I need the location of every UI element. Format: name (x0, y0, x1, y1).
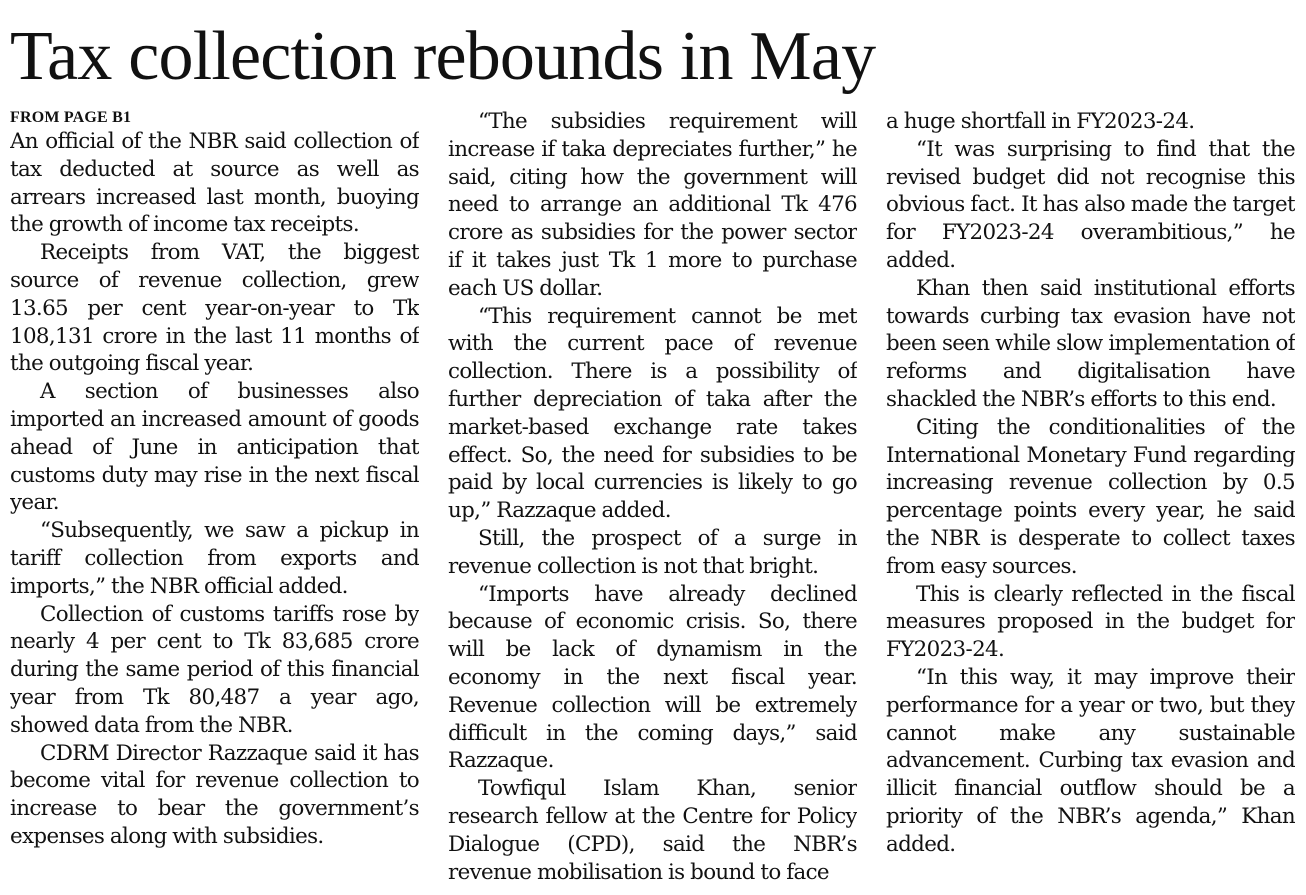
paragraph: CDRM Director Razzaque said it has become vital for revenue collection to increase to bear the government’s expenses along with subsidies. (10, 740, 419, 849)
paragraph: “Subsequently, we saw a pickup in tariff collection from exports and imports,” the NBR official added. (10, 518, 419, 599)
article-column-3 (886, 108, 1295, 888)
paragraph: Khan then said institutional efforts towards curbing tax evasion have not been seen while slow implementation of reforms and digitalisation have shackled the NBR’s efforts to this end. (886, 275, 1295, 412)
paragraph: “This requirement cannot be met with the current pace of revenue collection. There is a possibility of further depreciation of taka after the market-based exchange rate takes effect. So, the need for subsidies to be paid by local currencies is likely to go up,” Razzaque added. (448, 303, 857, 524)
headline: Tax collection rebounds in May (10, 18, 876, 95)
paragraph: This is clearly reflected in the fiscal measures proposed in the budget for FY2023-24. (886, 581, 1295, 663)
paragraph: Still, the prospect of a surge in revenue collection is not that bright. (448, 525, 857, 579)
paragraph: Towfiqul Islam Khan, senior research fellow at the Centre for Policy Dialogue (CPD), said the NBR’s revenue mobilisation is bound to face (448, 776, 857, 885)
paragraph: Receipts from VAT, the biggest source of revenue collection, grew 13.65 per cent year-on-year to Tk 108,131 crore in the last 11 months of the outgoing fiscal year. (10, 240, 419, 377)
paragraph: “The subsidies requirement will increase if taka depreciates further,” he said, citing how the government will need to arrange an additional Tk 476 crore as subsidies for the power sector if it takes just Tk 1 more to purchase each US dollar. (448, 109, 857, 301)
paragraph: A section of businesses also imported an increased amount of goods ahead of June in anticipation that customs duty may rise in the next fiscal year. (10, 379, 419, 516)
article-column-1 (10, 108, 419, 888)
continuation-kicker: FROM PAGE B1 (10, 109, 132, 126)
article-column-2 (448, 108, 857, 888)
paragraph: An official of the NBR said collection of tax deducted at source as well as arrears increased last month, buoying the growth of income tax receipts. (10, 129, 419, 238)
paragraph: “Imports have already declined because of economic crisis. So, there will be lack of dynamism in the economy in the next fiscal year. Revenue collection will be extremely difficult in the coming days,” said Razzaque. (448, 581, 857, 774)
paragraph: “In this way, it may improve their performance for a year or two, but they cannot make any sustainable advancement. Curbing tax evasion and illicit financial outflow should be a priority of the NBR’s agenda,” Khan added. (886, 664, 1295, 857)
paragraph: Citing the conditionalities of the International Monetary Fund regarding increasing revenue collection by 0.5 percentage points every year, he said the NBR is desperate to collect taxes from easy sources. (886, 414, 1295, 579)
paragraph: a huge shortfall in FY2023-24. (886, 109, 1195, 134)
paragraph: “It was surprising to find that the revised budget did not recognise this obvious fact. It has also made the target for FY2023-24 overambitious,” he added. (886, 136, 1295, 273)
paragraph: Collection of customs tariffs rose by nearly 4 per cent to Tk 83,685 crore during the same period of this financial year from Tk 80,487 a year ago, showed data from the NBR. (10, 601, 419, 738)
